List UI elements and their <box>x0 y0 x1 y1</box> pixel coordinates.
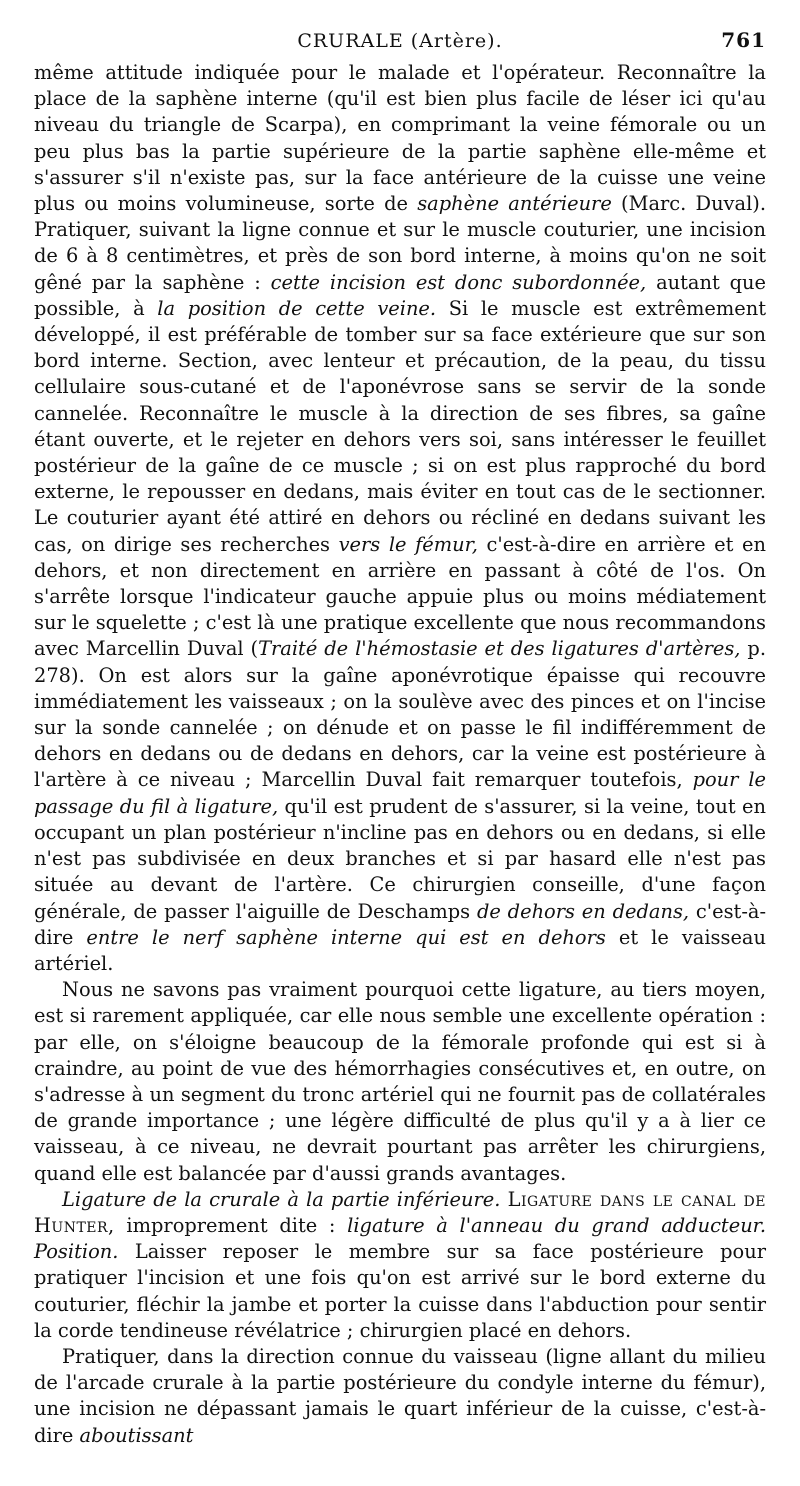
text-run: Si le muscle est extrêmement développé, il est préférable de tomber sur sa face extérieure que sur son bord interne. Section, avec lenteur et précaution, de la peau, du tissu cellulaire sous-cutané et de l'aponévrose sans se servir de la sonde cannelée. Reconnaître le muscle à la direction de ses fibres, sa gaîne étant ouverte, et le rejeter en dehors vers soi, sans intéresser le feuillet postérieur de la gaîne de ce muscle ; si on est plus rapproché du bord externe, le repousser en dedans, mais éviter en tout cas de le sectionner. Le couturier ayant été attiré en dehors ou récliné en dedans suivant les cas, on dirige ses recherches <box>34 296 766 556</box>
small-caps-text: Ligature dans le canal de Hunter, <box>34 1187 766 1237</box>
italic-text: saphène antérieure <box>417 192 612 216</box>
italic-text: aboutissant <box>79 1423 194 1447</box>
paragraph <box>34 60 766 977</box>
text-run: même attitude indiquée pour le malade et l'opérateur. Reconnaître la place de la saphène interne (qu'il est bien plus facile de léser ici qu'au niveau du triangle de Scarpa), en comprimant la veine fémorale ou un peu plus bas la partie supérieure de la partie saphène elle-même et s'assurer s'il n'existe pas, sur la face antérieure de la cuisse une veine plus ou moins volumineuse, sorte de <box>34 61 766 216</box>
text-run: Nous ne savons pas vraiment pourquoi cette ligature, au tiers moyen, est si rarement appliquée, car elle nous semble une excellente opération : par elle, on s'éloigne beaucoup de la fémorale profonde qui est si à craindre, au point de vue des hémorrhagies consécutives et, en outre, on s'adresse à un segment du tronc artériel qui ne fournit pas de collatérales de grande importance ; une légère difficulté de plus qu'il y a à lier ce vaisseau, à ce niveau, ne devrait pourtant pas arrêter les chirurgiens, quand elle est balancée par d'aussi grands avantages. <box>34 978 766 1185</box>
text-run: improprement dite : <box>114 1213 348 1237</box>
text-run: c'est-à-dire en arrière et en dehors, et non directement en arrière en passant à côté de l'os. On s'arrête lorsque l'indicateur gauche appuie plus ou moins médiatement sur le squelette ; c'est là une pratique excellente que nous recommandons avec Marcellin Duval ( <box>34 532 767 661</box>
running-title: CRURALE (Artère). <box>297 30 503 52</box>
text-run: Pratiquer, dans la direction connue du vaisseau (ligne allant du milieu de l'arcade crurale à la partie postérieure du condyle interne du fémur), une incision ne dépassant jamais le quart inférieur de la cuisse, c'est-à-dire <box>34 1344 766 1447</box>
body-text <box>34 60 766 1449</box>
text-run: autant que possible, à <box>34 270 767 320</box>
book-page <box>34 22 766 1449</box>
page-number: 761 <box>721 28 766 52</box>
paragraph <box>34 977 766 1187</box>
text-run: c'est-à-dire <box>34 899 767 949</box>
text-run: Laisser reposer le membre sur sa face postérieure pour pratiquer l'incision et une fois qu'on est arrivé sur le bord externe du couturier, fléchir la jambe et porter la cuisse dans l'abduction pour sentir la corde tendineuse révélatrice ; chirurgien placé en dehors. <box>34 1240 766 1342</box>
italic-text: ligature à l'anneau du grand adducteur. Position. <box>34 1213 766 1264</box>
italic-text: entre le nerf saphène interne qui est en dehors <box>86 925 606 949</box>
text-run: (Marc. Duval). Pratiquer, suivant la ligne connue et sur le muscle couturier, une incision de 6 à 8 centimètres, et près de son bord interne, à moins qu'on ne soit gêné par la saphène : <box>34 192 767 294</box>
paragraph <box>34 1344 766 1449</box>
italic-text: la position de cette veine. <box>157 296 437 320</box>
text-run: p. 278). On est alors sur la gaîne aponévrotique épaisse qui recouvre immédiatement les vaisseaux ; on la soulève avec des pinces et on l'incise sur la sonde cannelée ; on dénude et on passe le fil indifféremment de dehors en dedans ou de dedans en dehors, car la veine est postérieure à l'artère à ce niveau ; Marcellin Duval fait remarquer toutefois, <box>34 637 766 792</box>
italic-text: Ligature de la crurale à la partie inférieure. <box>62 1187 501 1211</box>
running-head <box>34 22 766 56</box>
text-run <box>500 1188 507 1211</box>
paragraph <box>34 1187 766 1344</box>
italic-text: Traité de l'hémostasie et des ligatures d'artères, <box>258 637 741 661</box>
text-run: qu'il est prudent de s'assurer, si la veine, tout en occupant un plan postérieur n'incline pas en dehors ou en dedans, si elle n'est pas subdivisée en deux branches et si par hasard elle n'est pas située au devant de l'artère. Ce chirurgien conseille, d'une façon générale, de passer l'aiguille de Deschamps <box>34 794 766 923</box>
italic-text: vers le fémur, <box>338 532 478 556</box>
italic-text: de dehors en dedans, <box>476 899 690 923</box>
italic-text: cette incision est donc subordonnée, <box>270 270 647 294</box>
text-run: et le vaisseau artériel. <box>34 925 766 975</box>
italic-text: pour le passage du fil à ligature, <box>34 768 767 818</box>
